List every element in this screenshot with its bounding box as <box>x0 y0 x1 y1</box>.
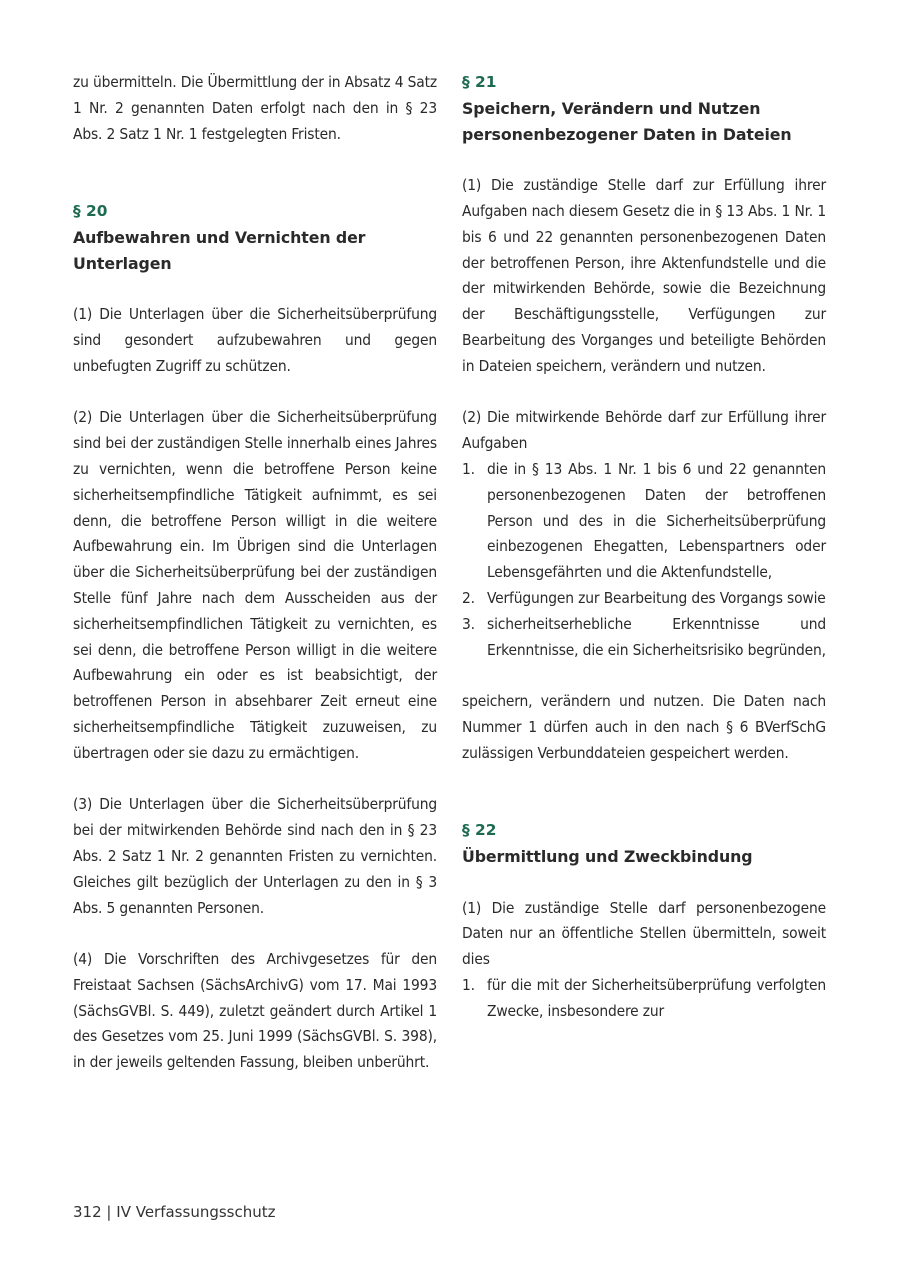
list-item: 1. für die mit der Sicherheitsüberprüfung verfolgten Zwecke, insbesondere zur <box>462 975 826 1020</box>
paragraph-21-2-outro: speichern, verändern und nutzen. Die Daten nach Nummer 1 dürfen auch in den nach § 6 BVerfSchG zulässigen Verbunddateien gespeichert werden. <box>462 692 826 762</box>
paragraph-21-2-list <box>462 457 826 663</box>
left-column <box>73 70 437 1102</box>
chapter-title: IV Verfassungsschutz <box>116 1203 276 1221</box>
list-item: 1. die in § 13 Abs. 1 Nr. 1 bis 6 und 22 genannten personenbezogenen Daten der betroffenen Person und des in die Sicherheitsüberprüfung einbezogenen Ehegatten, Lebenspartners oder Lebensgefährten und die Aktenfundstelle, <box>462 459 826 582</box>
list-item: 2. Verfügungen zur Bearbeitung des Vorgangs sowie <box>462 588 826 607</box>
paragraph-22-1-intro: (1) Die zuständige Stelle darf personenbezogene Daten nur an öffentliche Stellen übermitteln, soweit dies <box>462 898 826 969</box>
paragraph-22-1-list <box>462 973 826 1025</box>
page-number: 312 <box>73 1203 102 1221</box>
spacer <box>462 663 826 689</box>
section-title-20: Aufbewahren und Vernichten der Unterlagen <box>73 227 366 273</box>
section-number-21: § 21 <box>462 73 497 91</box>
section-number-20: § 20 <box>73 201 108 220</box>
right-column <box>462 70 826 1024</box>
spacer <box>73 173 437 199</box>
paragraph-20-4: (4) Die Vorschriften des Archivgesetzes für den Freistaat Sachsen (SächsArchivG) vom 17. Mai 1993 (SächsGVBl. S. 449), zuletzt geändert durch Artikel 1 des Gesetzes vom 25. Juni 1999 (SächsGVBl. S. 398), in der jeweils geltenden Fassung, bleiben unberührt. <box>73 950 437 1072</box>
list-item: 3. sicherheitserhebliche Erkenntnisse und Erkenntnisse, die ein Sicherheitsrisiko begründen, <box>462 614 826 659</box>
section-title-22: Übermittlung und Zweckbindung <box>462 846 753 866</box>
spacer <box>462 792 826 818</box>
paragraph-20-3: (3) Die Unterlagen über die Sicherheitsüberprüfung bei der mitwirkenden Behörde sind nach den in § 23 Abs. 2 Satz 1 Nr. 2 genannten Fristen zu vernichten. Gleiches gilt bezüglich der Unterlagen zu den in § 3 Abs. 5 genannten Personen. <box>73 795 437 917</box>
footer-separator: | <box>106 1203 112 1221</box>
paragraph-21-2-intro: (2) Die mitwirkende Behörde darf zur Erfüllung ihrer Aufgaben <box>462 408 826 453</box>
continued-paragraph: zu übermitteln. Die Übermittlung der in Absatz 4 Satz 1 Nr. 2 genannten Daten erfolgt nach den in § 23 Abs. 2 Satz 1 Nr. 1 festgelegten Fristen. <box>73 73 437 143</box>
paragraph-20-1: (1) Die Unterlagen über die Sicherheitsüberprüfung sind gesondert aufzubewahren und gegen unbefugten Zugriff zu schützen. <box>73 305 437 375</box>
paragraph-21-1: (1) Die zuständige Stelle darf zur Erfüllung ihrer Aufgaben nach diesem Gesetz die in § 13 Abs. 1 Nr. 1 bis 6 und 22 genannten personenbezogenen Daten der betroffenen Person, ihre Aktenfundstelle und die der mitwirkenden Behörde, sowie die Bezeichnung der Beschäftigungsstelle, Verfügungen zur Bearbeitung des Vorganges und beteiligte Behörden in Dateien speichern, verändern und nutzen. <box>462 176 826 375</box>
page-footer <box>73 1203 276 1221</box>
section-title-21: Speichern, Verändern und Nutzen personenbezogener Daten in Dateien <box>462 98 792 144</box>
paragraph-20-2: (2) Die Unterlagen über die Sicherheitsüberprüfung sind bei der zuständigen Stelle innerhalb eines Jahres zu vernichten, wenn die betroffene Person keine sicherheitsempfindliche Tätigkeit aufnimmt, es sei denn, die betroffene Person willigt in die weitere Aufbewahrung ein. Im Übrigen sind die Unterlagen über die Sicherheitsüberprüfung bei der zuständigen Stelle fünf Jahre nach dem Ausscheiden aus der sicherheitsempfindlichen Tätigkeit zu vernichten, es sei denn, die betroffene Person willigt in die weitere Aufbewahrung ein oder es ist beabsichtigt, der betroffenen Person in absehbarer Zeit erneut eine sicherheitsempfindliche Tätigkeit zuzuweisen, zu übertragen oder sie dazu zu ermächtigen. <box>73 408 437 762</box>
section-number-22: § 22 <box>462 821 497 840</box>
